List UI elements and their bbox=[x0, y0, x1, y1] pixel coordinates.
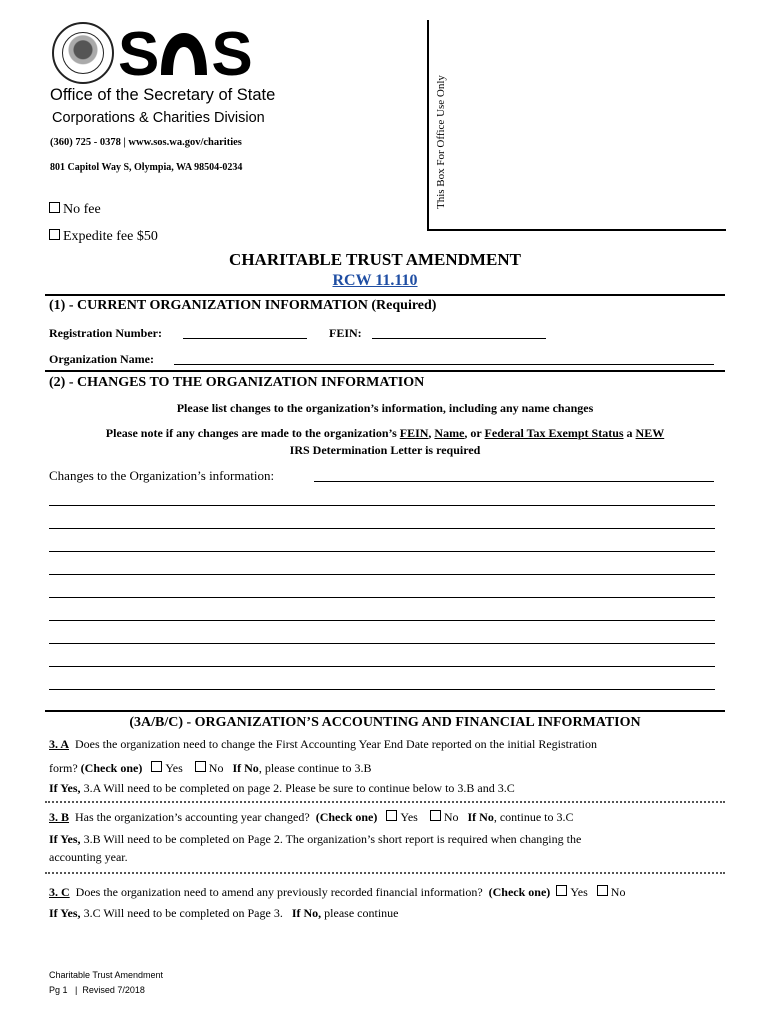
expedite-fee-checkbox[interactable] bbox=[49, 229, 60, 240]
office-use-box: This Box For Office Use Only bbox=[427, 20, 726, 231]
q3b-if-yes: If Yes, 3.B Will need to be completed on Page 2. The organization’s short report is required when changing the bbox=[49, 832, 582, 846]
divider bbox=[45, 710, 725, 712]
footer-page-info: Pg 1 | Revised 7/2018 bbox=[49, 985, 145, 995]
q3c-no[interactable]: No bbox=[597, 885, 626, 899]
expedite-fee-option[interactable]: Expedite fee $50 bbox=[49, 229, 158, 245]
changes-field-line-8[interactable] bbox=[49, 643, 715, 644]
changes-label: Changes to the Organization’s information: bbox=[49, 468, 275, 483]
q3b-no[interactable]: No bbox=[430, 810, 459, 824]
q3a-yes[interactable]: Yes bbox=[151, 761, 182, 775]
q3b-yes-checkbox[interactable] bbox=[386, 810, 397, 821]
changes-field-line-9[interactable] bbox=[49, 666, 715, 667]
org-name-label: Organization Name: bbox=[49, 352, 154, 366]
org-name-field[interactable] bbox=[174, 353, 714, 365]
fein-field[interactable] bbox=[372, 327, 546, 339]
changes-field-line-5[interactable] bbox=[49, 574, 715, 575]
washington-state-seal bbox=[52, 22, 114, 84]
contact-info: (360) 725 - 0378 | www.sos.wa.gov/charities bbox=[50, 137, 242, 148]
q3b-if-yes-line2: accounting year. bbox=[49, 850, 128, 864]
divider bbox=[45, 370, 725, 372]
q3b-text: 3. B Has the organization’s accounting year changed? (Check one) Yes No If No, continue to 3.C bbox=[49, 810, 574, 824]
form-title: CHARITABLE TRUST AMENDMENT bbox=[229, 250, 521, 269]
q3a-yes-checkbox[interactable] bbox=[151, 761, 162, 772]
q3c-if-yes: If Yes, 3.C Will need to be completed on Page 3. If No, please continue bbox=[49, 906, 399, 920]
q3c-yes[interactable]: Yes bbox=[556, 885, 587, 899]
changes-field-line-6[interactable] bbox=[49, 597, 715, 598]
q3a-options: form? (Check one) Yes No If No, please continue to 3.B bbox=[49, 761, 372, 775]
changes-field-line-1[interactable] bbox=[314, 470, 714, 482]
section3-heading: (3A/B/C) - ORGANIZATION’S ACCOUNTING AND FINANCIAL INFORMATION bbox=[129, 715, 641, 730]
q3a-no[interactable]: No bbox=[195, 761, 224, 775]
q3a-text: 3. A Does the organization need to change the First Accounting Year End Date reported on the initial Registration bbox=[49, 737, 597, 751]
section2-note: Please note if any changes are made to the organization’s FEIN, Name, or Federal Tax Exempt Status a NEW bbox=[105, 426, 665, 440]
registration-number-label: Registration Number: bbox=[49, 326, 162, 340]
changes-field-line-3[interactable] bbox=[49, 528, 715, 529]
q3a-if-yes: If Yes, 3.A Will need to be completed on page 2. Please be sure to continue below to 3.B and 3.C bbox=[49, 781, 515, 795]
divider bbox=[45, 294, 725, 296]
dotted-divider bbox=[45, 872, 725, 874]
changes-field-line-4[interactable] bbox=[49, 551, 715, 552]
division-name: Corporations & Charities Division bbox=[52, 110, 265, 126]
section2-note-line2: IRS Determination Letter is required bbox=[289, 443, 481, 457]
q3c-text: 3. C Does the organization need to amend any previously recorded financial information? (Check one) Yes No bbox=[49, 885, 626, 899]
no-fee-checkbox[interactable] bbox=[49, 202, 60, 213]
sos-logo: S S bbox=[118, 20, 251, 89]
q3b-no-checkbox[interactable] bbox=[430, 810, 441, 821]
registration-number-field[interactable] bbox=[183, 327, 307, 339]
q3a-no-checkbox[interactable] bbox=[195, 761, 206, 772]
q3b-yes[interactable]: Yes bbox=[386, 810, 417, 824]
dotted-divider bbox=[45, 801, 725, 803]
changes-field-line-7[interactable] bbox=[49, 620, 715, 621]
section2-heading: (2) - CHANGES TO THE ORGANIZATION INFORMATION bbox=[49, 375, 425, 390]
address: 801 Capitol Way S, Olympia, WA 98504-0234 bbox=[50, 162, 243, 173]
changes-field-line-10[interactable] bbox=[49, 689, 715, 690]
section2-instruction: Please list changes to the organization’s information, including any name changes bbox=[176, 401, 594, 415]
changes-field-line-2[interactable] bbox=[49, 505, 715, 506]
q3c-no-checkbox[interactable] bbox=[597, 885, 608, 896]
section1-heading: (1) - CURRENT ORGANIZATION INFORMATION (Required) bbox=[49, 298, 437, 313]
rcw-link[interactable]: RCW 11.110 bbox=[332, 272, 418, 289]
fein-label: FEIN: bbox=[329, 326, 362, 340]
no-fee-option[interactable]: No fee bbox=[49, 202, 101, 218]
office-name: Office of the Secretary of State bbox=[50, 86, 276, 104]
q3c-yes-checkbox[interactable] bbox=[556, 885, 567, 896]
footer-form-name: Charitable Trust Amendment bbox=[49, 970, 164, 980]
mountain-o-icon bbox=[157, 26, 211, 76]
